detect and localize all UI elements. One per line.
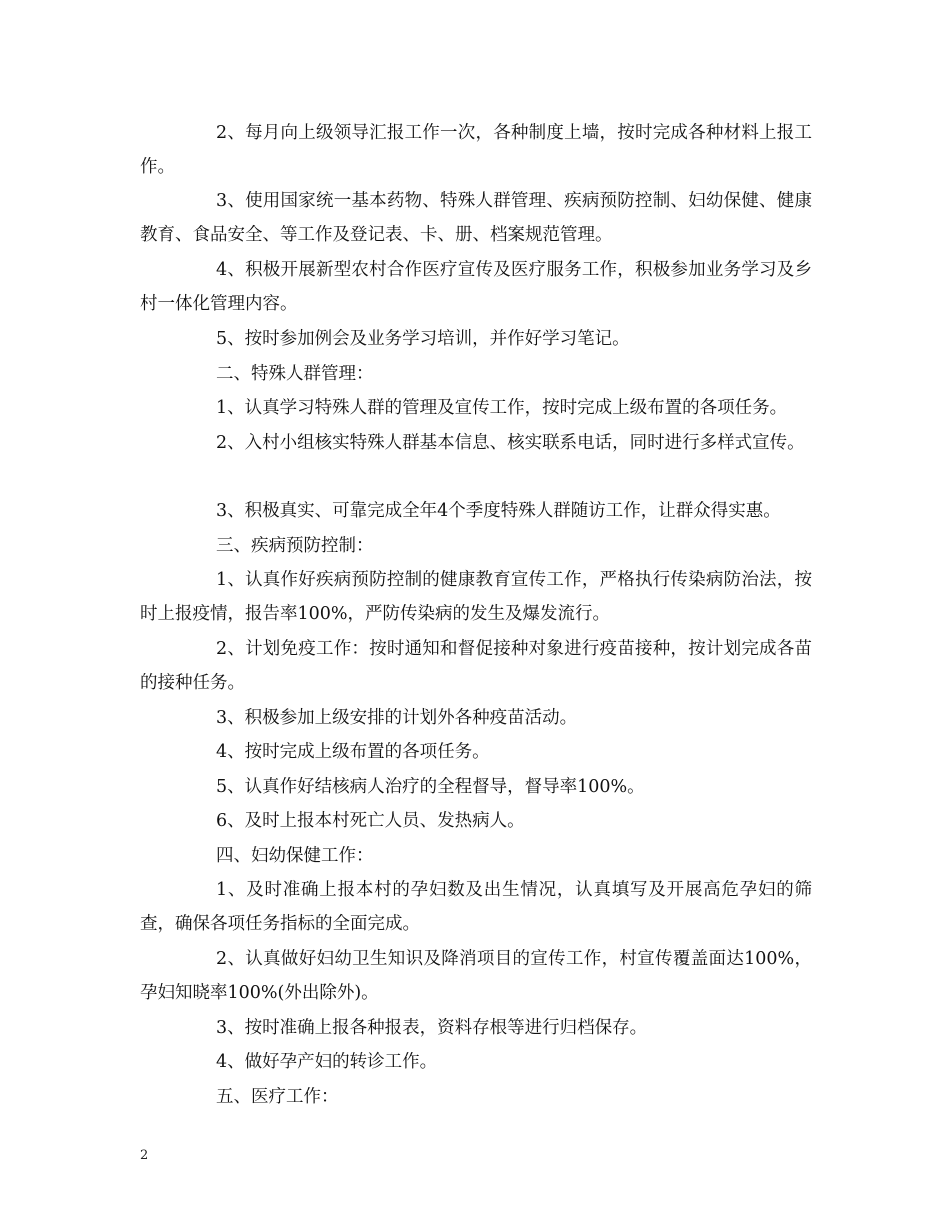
paragraph: 3、积极真实、可靠完成全年4个季度特殊人群随访工作，让群众得实惠。 [216, 501, 781, 521]
paragraph: 3、使用国家统一基本药物、特殊人群管理、疾病预防控制、妇幼保健、健康教育、食品安全、等工作及登记表、卡、册、档案规范管理。 [140, 191, 812, 245]
paragraph: 6、及时上报本村死亡人员、发热病人。 [216, 811, 525, 831]
paragraph: 1、及时准确上报本村的孕妇数及出生情况，认真填写及开展高危孕妇的筛查，确保各项任务指标的全面完成。 [140, 880, 812, 934]
section-heading: 二、特殊人群管理： [216, 364, 374, 384]
section-heading: 五、医疗工作： [216, 1087, 339, 1107]
paragraph: 4、做好孕产妇的转诊工作。 [216, 1052, 438, 1072]
paragraph: 2、入村小组核实特殊人群基本信息、核实联系电话，同时进行多样式宣传。 [216, 433, 805, 453]
section-heading: 三、疾病预防控制： [216, 536, 374, 556]
paragraph: 2、每月向上级领导汇报工作一次，各种制度上墙，按时完成各种材料上报工作。 [140, 123, 812, 177]
paragraph: 1、认真作好疾病预防控制的健康教育宣传工作，严格执行传染病防治法，按时上报疫情，报告率100%，严防传染病的发生及爆发流行。 [140, 570, 812, 624]
paragraph: 3、积极参加上级安排的计划外各种疫苗活动。 [216, 708, 578, 728]
paragraph: 2、认真做好妇幼卫生知识及降消项目的宣传工作，村宣传覆盖面达100%，孕妇知晓率100%(外出除外)。 [140, 949, 812, 1003]
paragraph: 5、认真作好结核病人治疗的全程督导，督导率100%。 [216, 777, 645, 797]
paragraph: 4、按时完成上级布置的各项任务。 [216, 742, 490, 762]
paragraph: 4、积极开展新型农村合作医疗宣传及医疗服务工作，积极参加业务学习及乡村一体化管理内容。 [140, 260, 812, 314]
section-heading: 四、妇幼保健工作： [216, 846, 374, 866]
page-number: 2 [140, 1148, 149, 1163]
paragraph: 2、计划免疫工作：按时通知和督促接种对象进行疫苗接种，按计划完成各苗的接种任务。 [140, 639, 812, 693]
paragraph: 3、按时准确上报各种报表，资料存根等进行归档保存。 [216, 1018, 648, 1038]
paragraph: 5、按时参加例会及业务学习培训，并作好学习笔记。 [216, 329, 630, 349]
paragraph: 1、认真学习特殊人群的管理及宣传工作，按时完成上级布置的各项任务。 [216, 398, 788, 418]
